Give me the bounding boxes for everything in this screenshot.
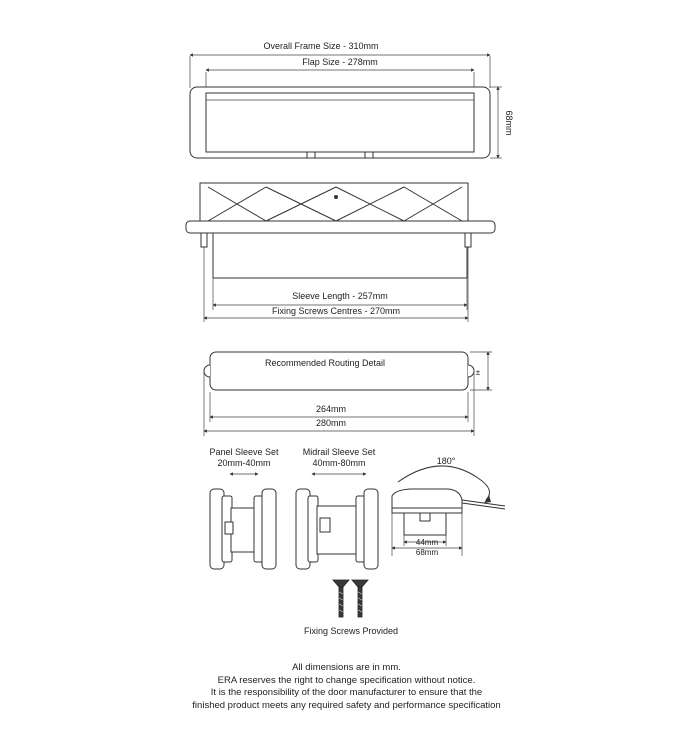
flap-panel <box>206 93 474 152</box>
midrail-set-title: Midrail Sleeve Set <box>302 447 376 457</box>
fixing-centres-label: Fixing Screws Centres - 270mm <box>271 306 401 316</box>
overall-frame-size-label: Overall Frame Size - 310mm <box>263 41 379 51</box>
routing-outer-label: 280mm <box>315 418 347 428</box>
panel-set-range: 20mm-40mm <box>217 458 271 468</box>
front-view <box>190 41 514 158</box>
note-line-2: ERA reserves the right to change specification without notice. <box>217 674 476 686</box>
midrail-right-plate <box>364 489 378 569</box>
screw-shank-left <box>339 587 343 617</box>
note-line-1: All dimensions are in mm. <box>292 662 401 673</box>
midrail-sleeve-set <box>296 447 378 569</box>
panel-set-title: Panel Sleeve Set <box>209 447 279 457</box>
panel-right-plate <box>262 489 276 569</box>
opening-angle-label: 180° <box>436 456 456 466</box>
panel-sleeve-set <box>209 447 279 569</box>
routing-inner-label: 264mm <box>315 404 347 414</box>
inner-width-label: 44mm <box>415 538 439 547</box>
screw-head-right <box>352 580 368 587</box>
frame-flange <box>186 221 495 233</box>
routing-detail <box>204 352 492 436</box>
flap-profile <box>392 489 462 508</box>
sleeve-view <box>186 183 495 322</box>
notes-block <box>0 662 693 712</box>
sleeve-length-label: Sleeve Length - 257mm <box>292 291 388 301</box>
routing-title: Recommended Routing Detail <box>264 358 386 368</box>
note-line-3: It is the responsibility of the door manufacturer to ensure that the <box>210 687 483 698</box>
screws-label: Fixing Screws Provided <box>303 626 399 636</box>
midrail-set-range: 40mm-80mm <box>312 458 366 468</box>
flap-size-label: Flap Size - 278mm <box>302 57 378 67</box>
outer-width-label: 68mm <box>415 548 439 557</box>
flap-opening-detail <box>392 456 505 557</box>
routing-side-label: ± <box>475 368 481 377</box>
fixing-screws <box>304 580 398 636</box>
sleeve-body <box>213 233 467 278</box>
screw-head-left <box>333 580 349 587</box>
frame-plate <box>392 508 462 513</box>
screw-shank-right <box>358 587 362 617</box>
height-label: 68mm <box>504 110 514 136</box>
note-line-4: finished product meets any required safety and performance specification <box>192 699 501 711</box>
